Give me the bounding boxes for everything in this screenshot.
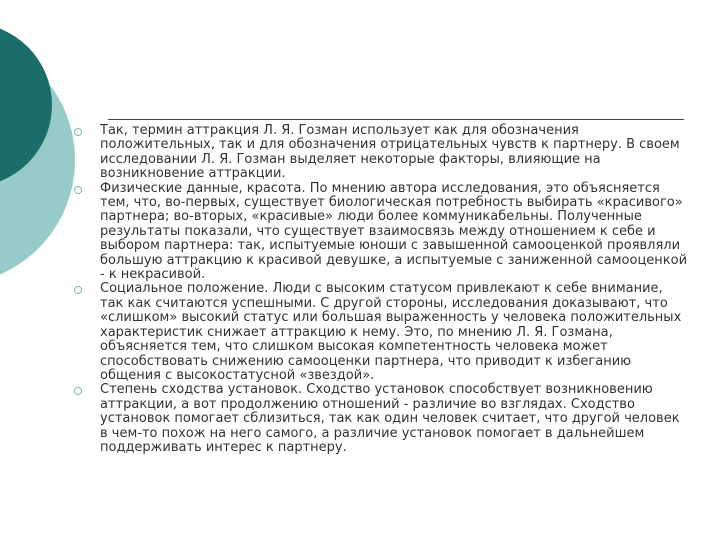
list-item — [68, 124, 690, 182]
list-item — [68, 182, 690, 283]
list-item — [68, 282, 690, 383]
list-item-text: Так, термин аттракция Л. Я. Гозман использует как для обозначения положительных, так и для обозначения отрицательных чувств к партнеру. В своем исследовании Л. Я. Гозман выделяет некоторые факторы, влияющие на возникновение аттракции. — [100, 123, 680, 182]
list-item-text: Социальное положение. Люди с высоким статусом привлекают к себе внимание, так как считаются успешными. С другой стороны, исследования доказывают, что «слишком» высокий статус или большая выраженность у человека положительных характеристик снижает аттракцию к нему. Это, по мнению Л. Я. Гозмана, объясняется тем, что слишком высокая компетентность человека может способствовать снижению самооценки партнера, что приводит к избеганию общения с высокостатусной «звездой». — [100, 281, 682, 383]
bullet-icon — [74, 186, 82, 194]
bullet-list — [68, 124, 690, 455]
list-item-text: Степень сходства установок. Сходство установок способствует возникновению аттракции, а вот продолжению отношений - различие во взглядах. Сходство установок помогает сблизиться, так как один человек считает, что другой человек в чем-то похож на него самого, а различие установок помогает в дальнейшем поддерживать интерес к партнеру. — [100, 382, 680, 455]
bullet-icon — [74, 128, 82, 136]
top-divider-line — [108, 119, 684, 120]
list-item — [68, 383, 690, 455]
bullet-icon — [74, 286, 82, 294]
list-item-text: Физические данные, красота. По мнению автора исследования, это объясняется тем, что, во-первых, существует биологическая потребность выбирать «красивого» партнера; во-вторых, «красивые» люди более коммуникабельны. Полученные результаты показали, что существует взаимосвязь между отношением к себе и выбором партнера: так, испытуемые юноши с завышенной самооценкой проявляли большую аттракцию к красивой девушке, а испытуемые с заниженной самооценкой - к некрасивой. — [100, 180, 688, 283]
bullet-icon — [74, 387, 82, 395]
